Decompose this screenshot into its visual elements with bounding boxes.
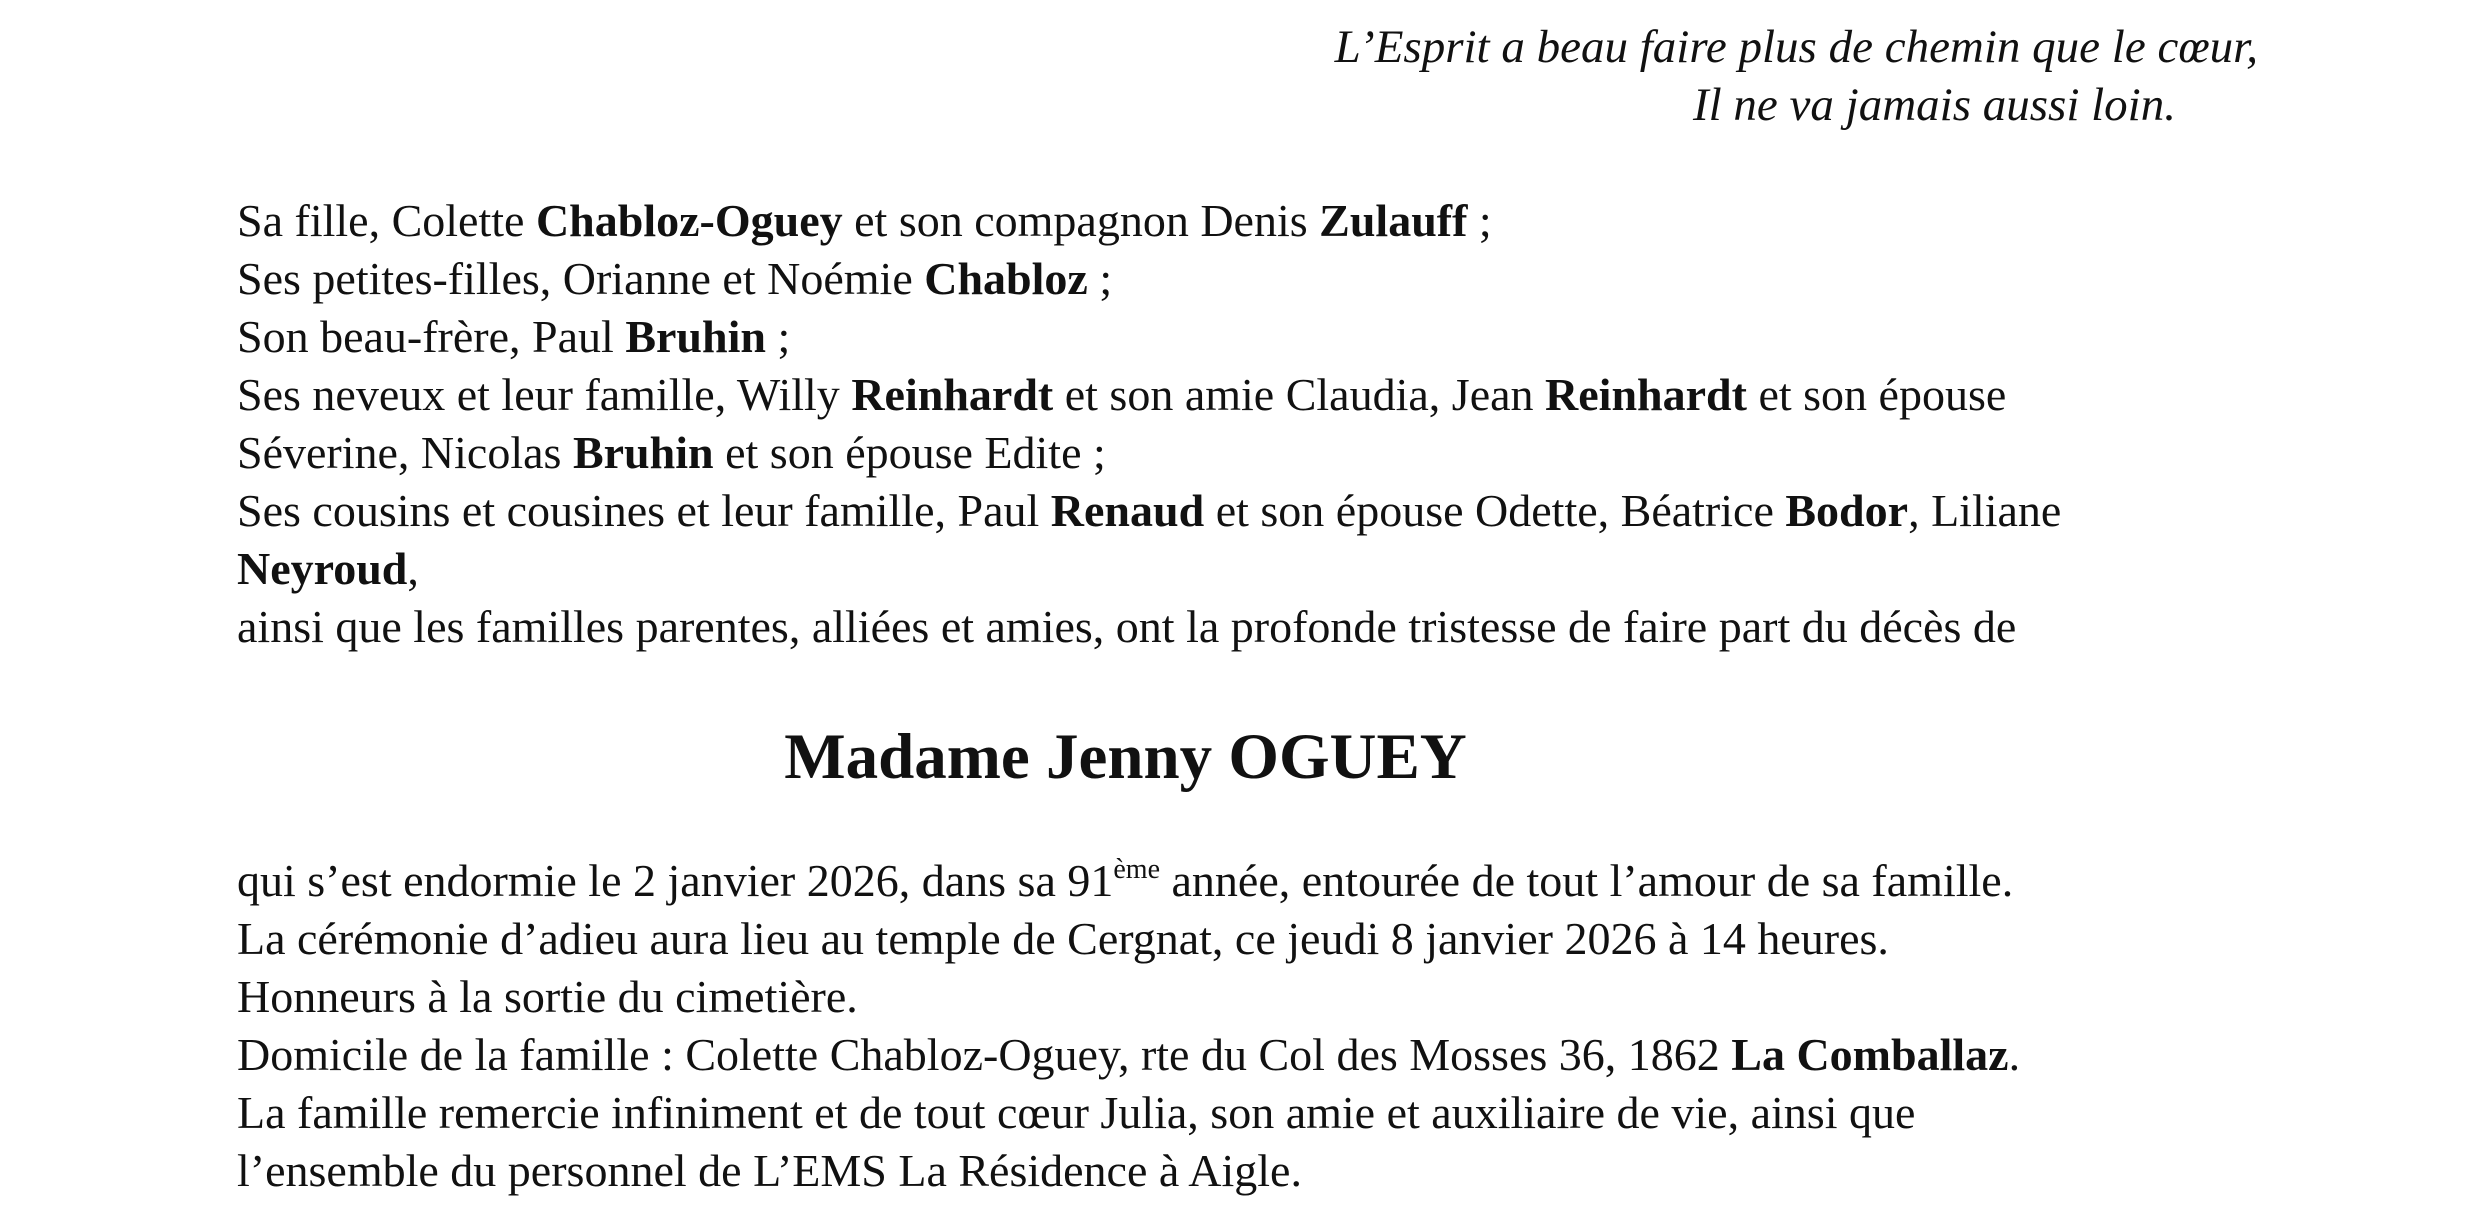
surname: Bruhin [625, 311, 766, 362]
family-line-brother-in-law [237, 308, 2277, 366]
details-line-passing [237, 852, 2277, 910]
surname: Zulauff [1319, 195, 1468, 246]
text: Domicile de la famille : Colette Chabloz-Oguey, rte du Col des Mosses 36, 1862 [237, 1029, 1732, 1080]
ordinal-suffix: ème [1113, 854, 1160, 885]
text: et son compagnon Denis [842, 195, 1320, 246]
family-line-cousins-cont [237, 540, 2277, 598]
details-line-domicile [237, 1026, 2277, 1084]
text: . [2008, 1029, 2021, 1080]
text: ; [1467, 195, 1492, 246]
family-announcement [237, 192, 2277, 656]
text: Son beau-frère, Paul [237, 311, 626, 362]
text: Ses neveux et leur famille, Willy [237, 369, 852, 420]
details-line-honours: Honneurs à la sortie du cimetière. [237, 971, 858, 1022]
text: année, entourée de tout l’amour de sa famille. [1160, 855, 2014, 906]
details-line-thanks-cont: l’ensemble du personnel de L’EMS La Résidence à Aigle. [237, 1145, 1302, 1196]
text: , Liliane [1908, 485, 2062, 536]
surname: Bodor [1785, 485, 1909, 536]
family-line-closing: ainsi que les familles parentes, alliées et amies, ont la profonde tristesse de faire part du décès de [237, 601, 2017, 652]
surname: Chabloz-Oguey [535, 195, 843, 246]
text: , [407, 543, 419, 594]
text: Séverine, Nicolas [237, 427, 573, 478]
text: ; [765, 311, 791, 362]
text: et son amie Claudia, Jean [1053, 369, 1546, 420]
family-line-daughter [237, 192, 2277, 250]
surname: Reinhardt [1545, 369, 1747, 420]
family-line-granddaughters [237, 250, 2277, 308]
text: et son épouse [1746, 369, 2007, 420]
surname: Reinhardt [851, 369, 1054, 420]
text: et son épouse Edite ; [713, 427, 1106, 478]
surname: Chabloz [924, 253, 1088, 304]
family-line-nephews-cont [237, 424, 2277, 482]
epigraph-line-1: L’Esprit a beau faire plus de chemin que le cœur, [1334, 21, 2258, 73]
obituary-details [237, 852, 2277, 1200]
text: et son épouse Odette, Béatrice [1204, 485, 1786, 536]
text: qui s’est endormie le 2 janvier 2026, dans sa 91 [237, 855, 1114, 906]
text: ; [1087, 253, 1113, 304]
text: Sa fille, Colette [237, 195, 536, 246]
deceased-name: Madame Jenny OGUEY [784, 721, 1467, 793]
surname: Bruhin [572, 427, 714, 478]
surname: Neyroud [237, 543, 408, 594]
epigraph-line-2: Il ne va jamais aussi loin. [1692, 79, 2176, 131]
locality: La Comballaz [1731, 1029, 2009, 1080]
surname: Renaud [1050, 485, 1205, 536]
family-line-cousins [237, 482, 2277, 540]
details-line-ceremony: La cérémonie d’adieu aura lieu au temple de Cergnat, ce jeudi 8 janvier 2026 à 14 heures. [237, 913, 1889, 964]
details-line-thanks: La famille remercie infiniment et de tout cœur Julia, son amie et auxiliaire de vie, ainsi que [237, 1087, 1916, 1138]
text: Ses cousins et cousines et leur famille, Paul [237, 485, 1051, 536]
text: Ses petites-filles, Orianne et Noémie [237, 253, 925, 304]
family-line-nephews [237, 366, 2277, 424]
